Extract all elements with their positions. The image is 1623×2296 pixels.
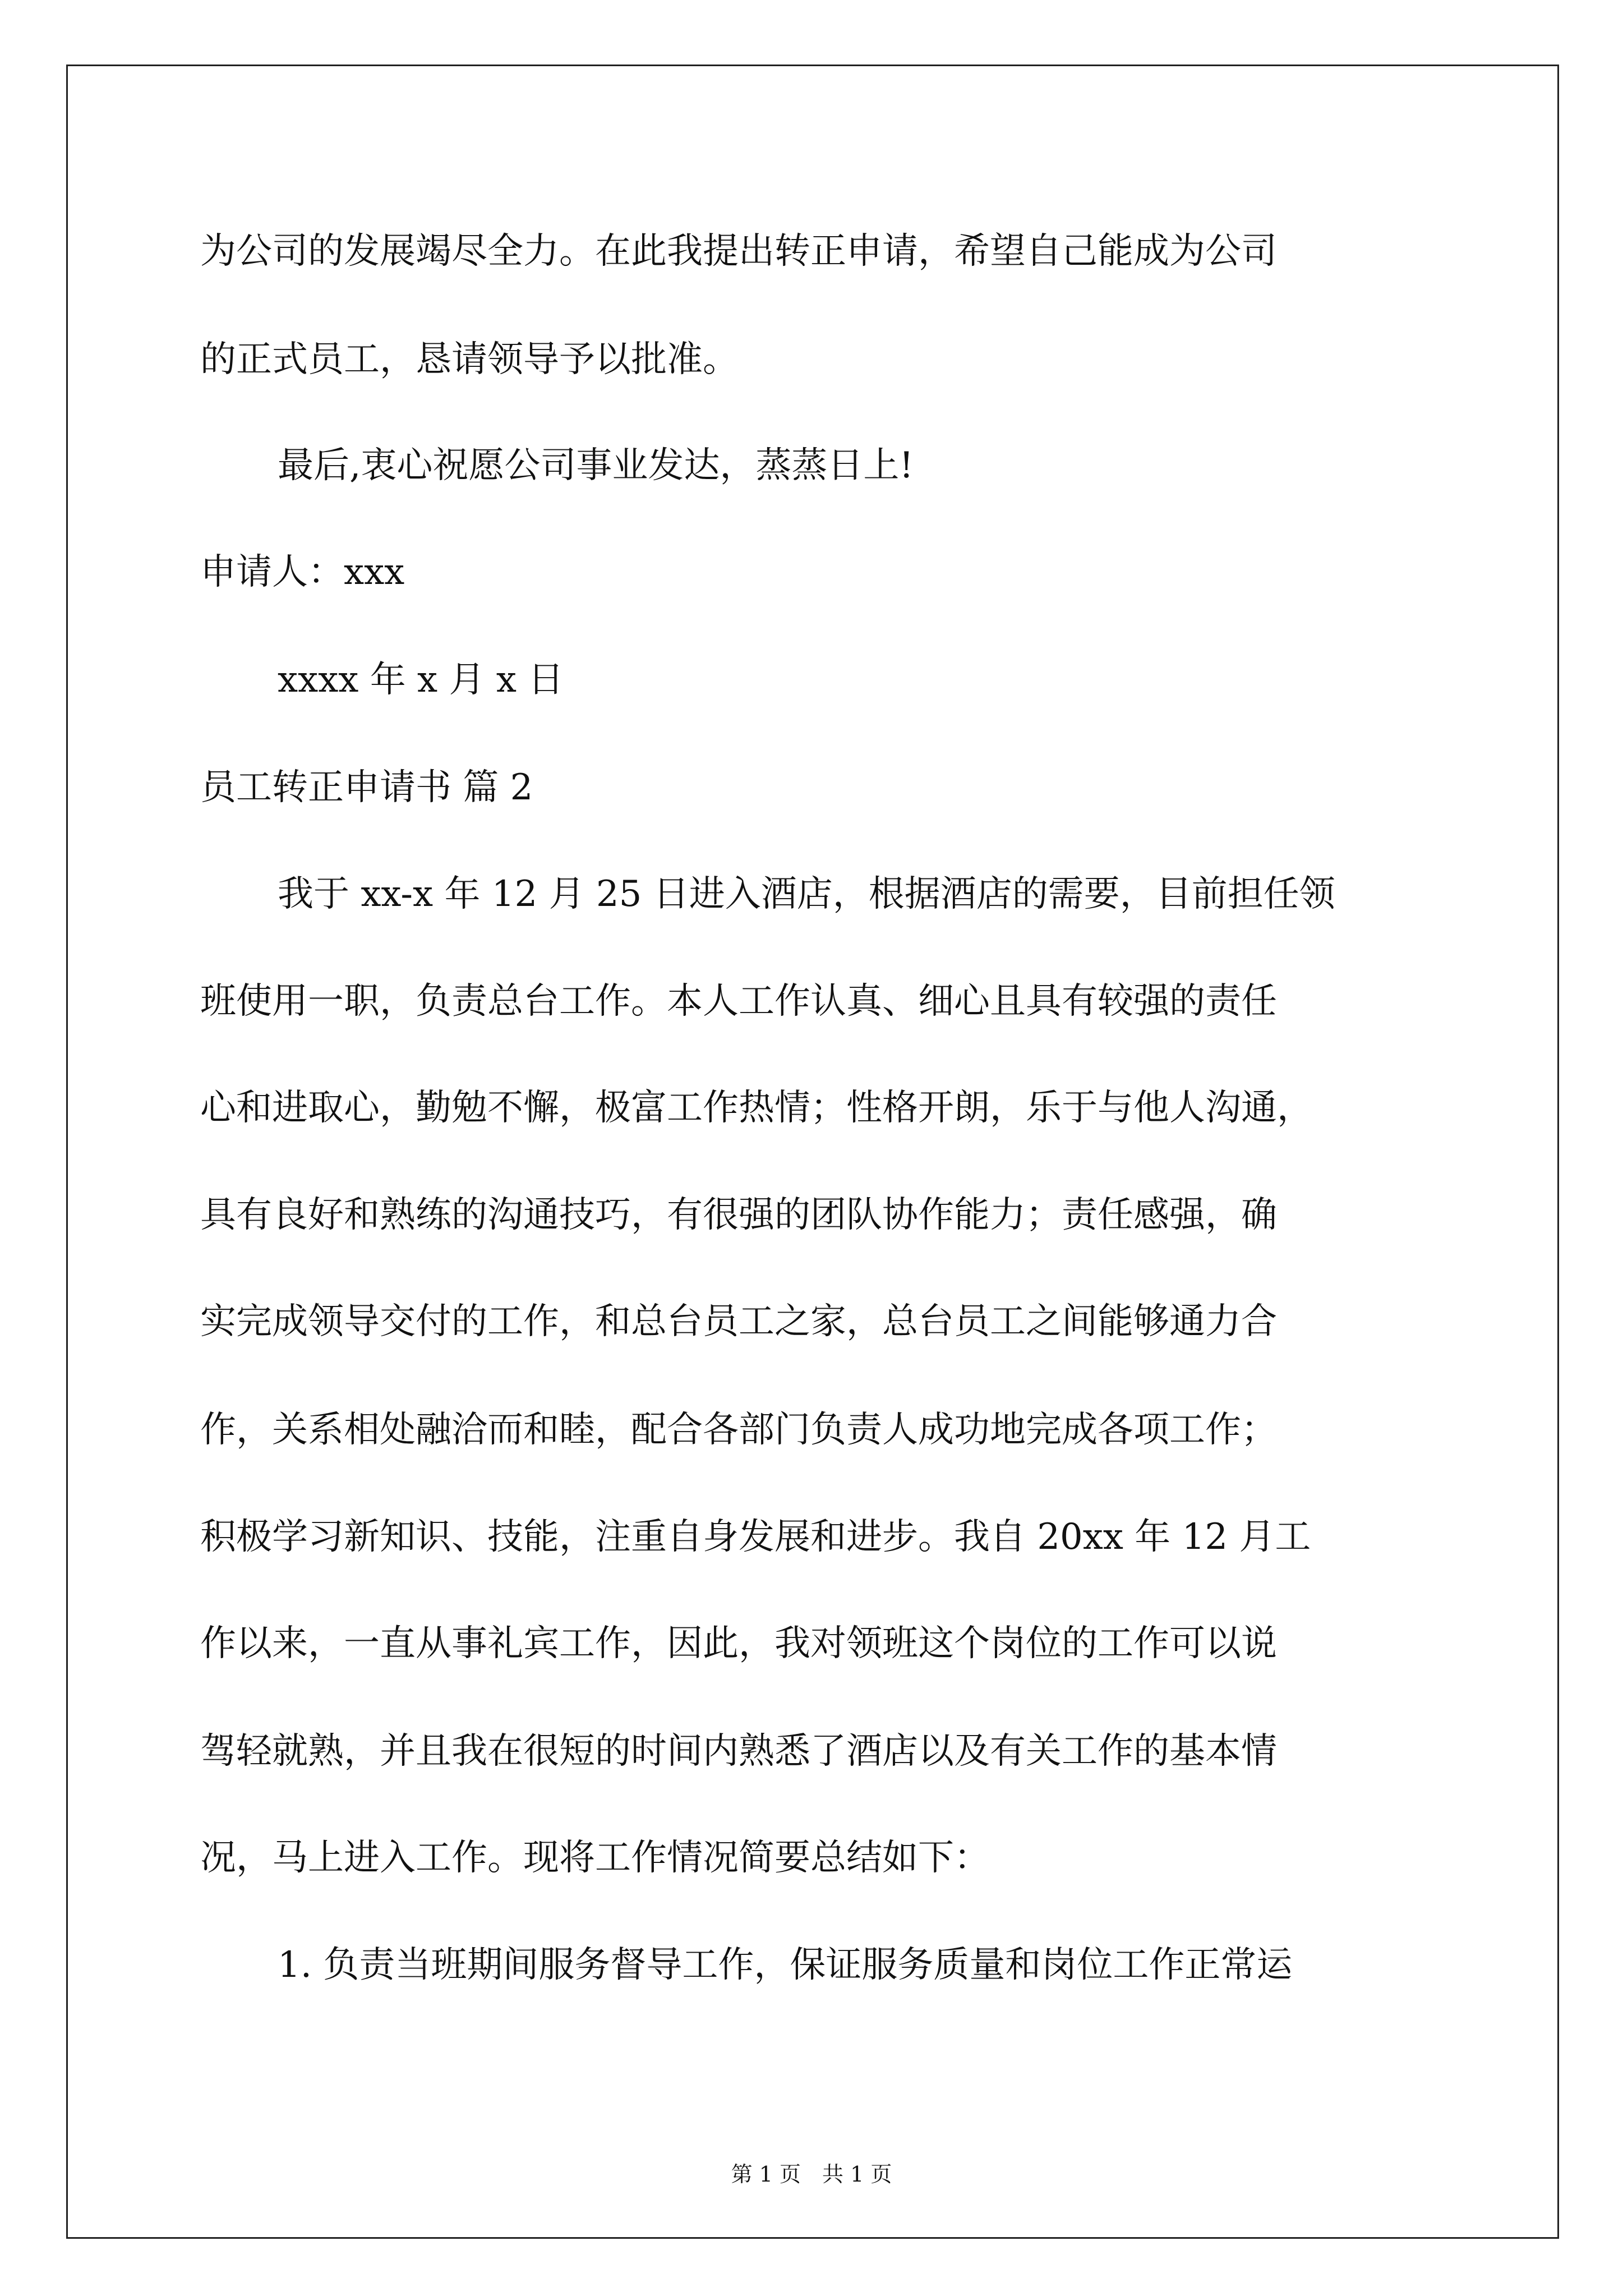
body-line: 况，马上进入工作。现将工作情况简要总结如下： xyxy=(200,1837,990,1879)
applicant-line: 申请人：xxx xyxy=(200,551,405,593)
page-footer: 第 1 页 共 1 页 xyxy=(731,2162,892,2187)
date-line: xxxx 年 x 月 x 日 xyxy=(278,659,564,701)
body-line: 作，关系相处融洽而和睦，配合各部门负责人成功地完成各项工作； xyxy=(200,1409,1277,1451)
body-line: 我于 xx-x 年 12 月 25 日进入酒店，根据酒店的需要，目前担任领 xyxy=(278,873,1335,915)
list-item: 1. 负责当班期间服务督导工作，保证服务质量和岗位工作正常运 xyxy=(278,1944,1293,1986)
body-line: 具有良好和熟练的沟通技巧，有很强的团队协作能力；责任感强，确 xyxy=(200,1194,1277,1236)
body-line: 积极学习新知识、技能，注重自身发展和进步。我自 20xx 年 12 月工 xyxy=(200,1516,1311,1558)
body-line: 的正式员工，恳请领导予以批准。 xyxy=(200,339,739,380)
body-line: 驾轻就熟，并且我在很短的时间内熟悉了酒店以及有关工作的基本情 xyxy=(200,1731,1277,1772)
body-line: 作以来，一直从事礼宾工作，因此，我对领班这个岗位的工作可以说 xyxy=(200,1623,1277,1664)
body-line: 实完成领导交付的工作，和总台员工之家，总台员工之间能够通力合 xyxy=(200,1301,1277,1342)
body-line: 心和进取心，勤勉不懈，极富工作热情；性格开朗，乐于与他人沟通， xyxy=(200,1087,1313,1129)
body-line: 班使用一职，负责总台工作。本人工作认真、细心且具有较强的责任 xyxy=(200,981,1277,1022)
body-line: 为公司的发展竭尽全力。在此我提出转正申请，希望自己能成为公司 xyxy=(200,231,1277,272)
page-border xyxy=(66,65,1559,2239)
closing-wish: 最后,衷心祝愿公司事业发达，蒸蒸日上! xyxy=(278,445,914,486)
section-heading: 员工转正申请书 篇 2 xyxy=(200,767,533,808)
